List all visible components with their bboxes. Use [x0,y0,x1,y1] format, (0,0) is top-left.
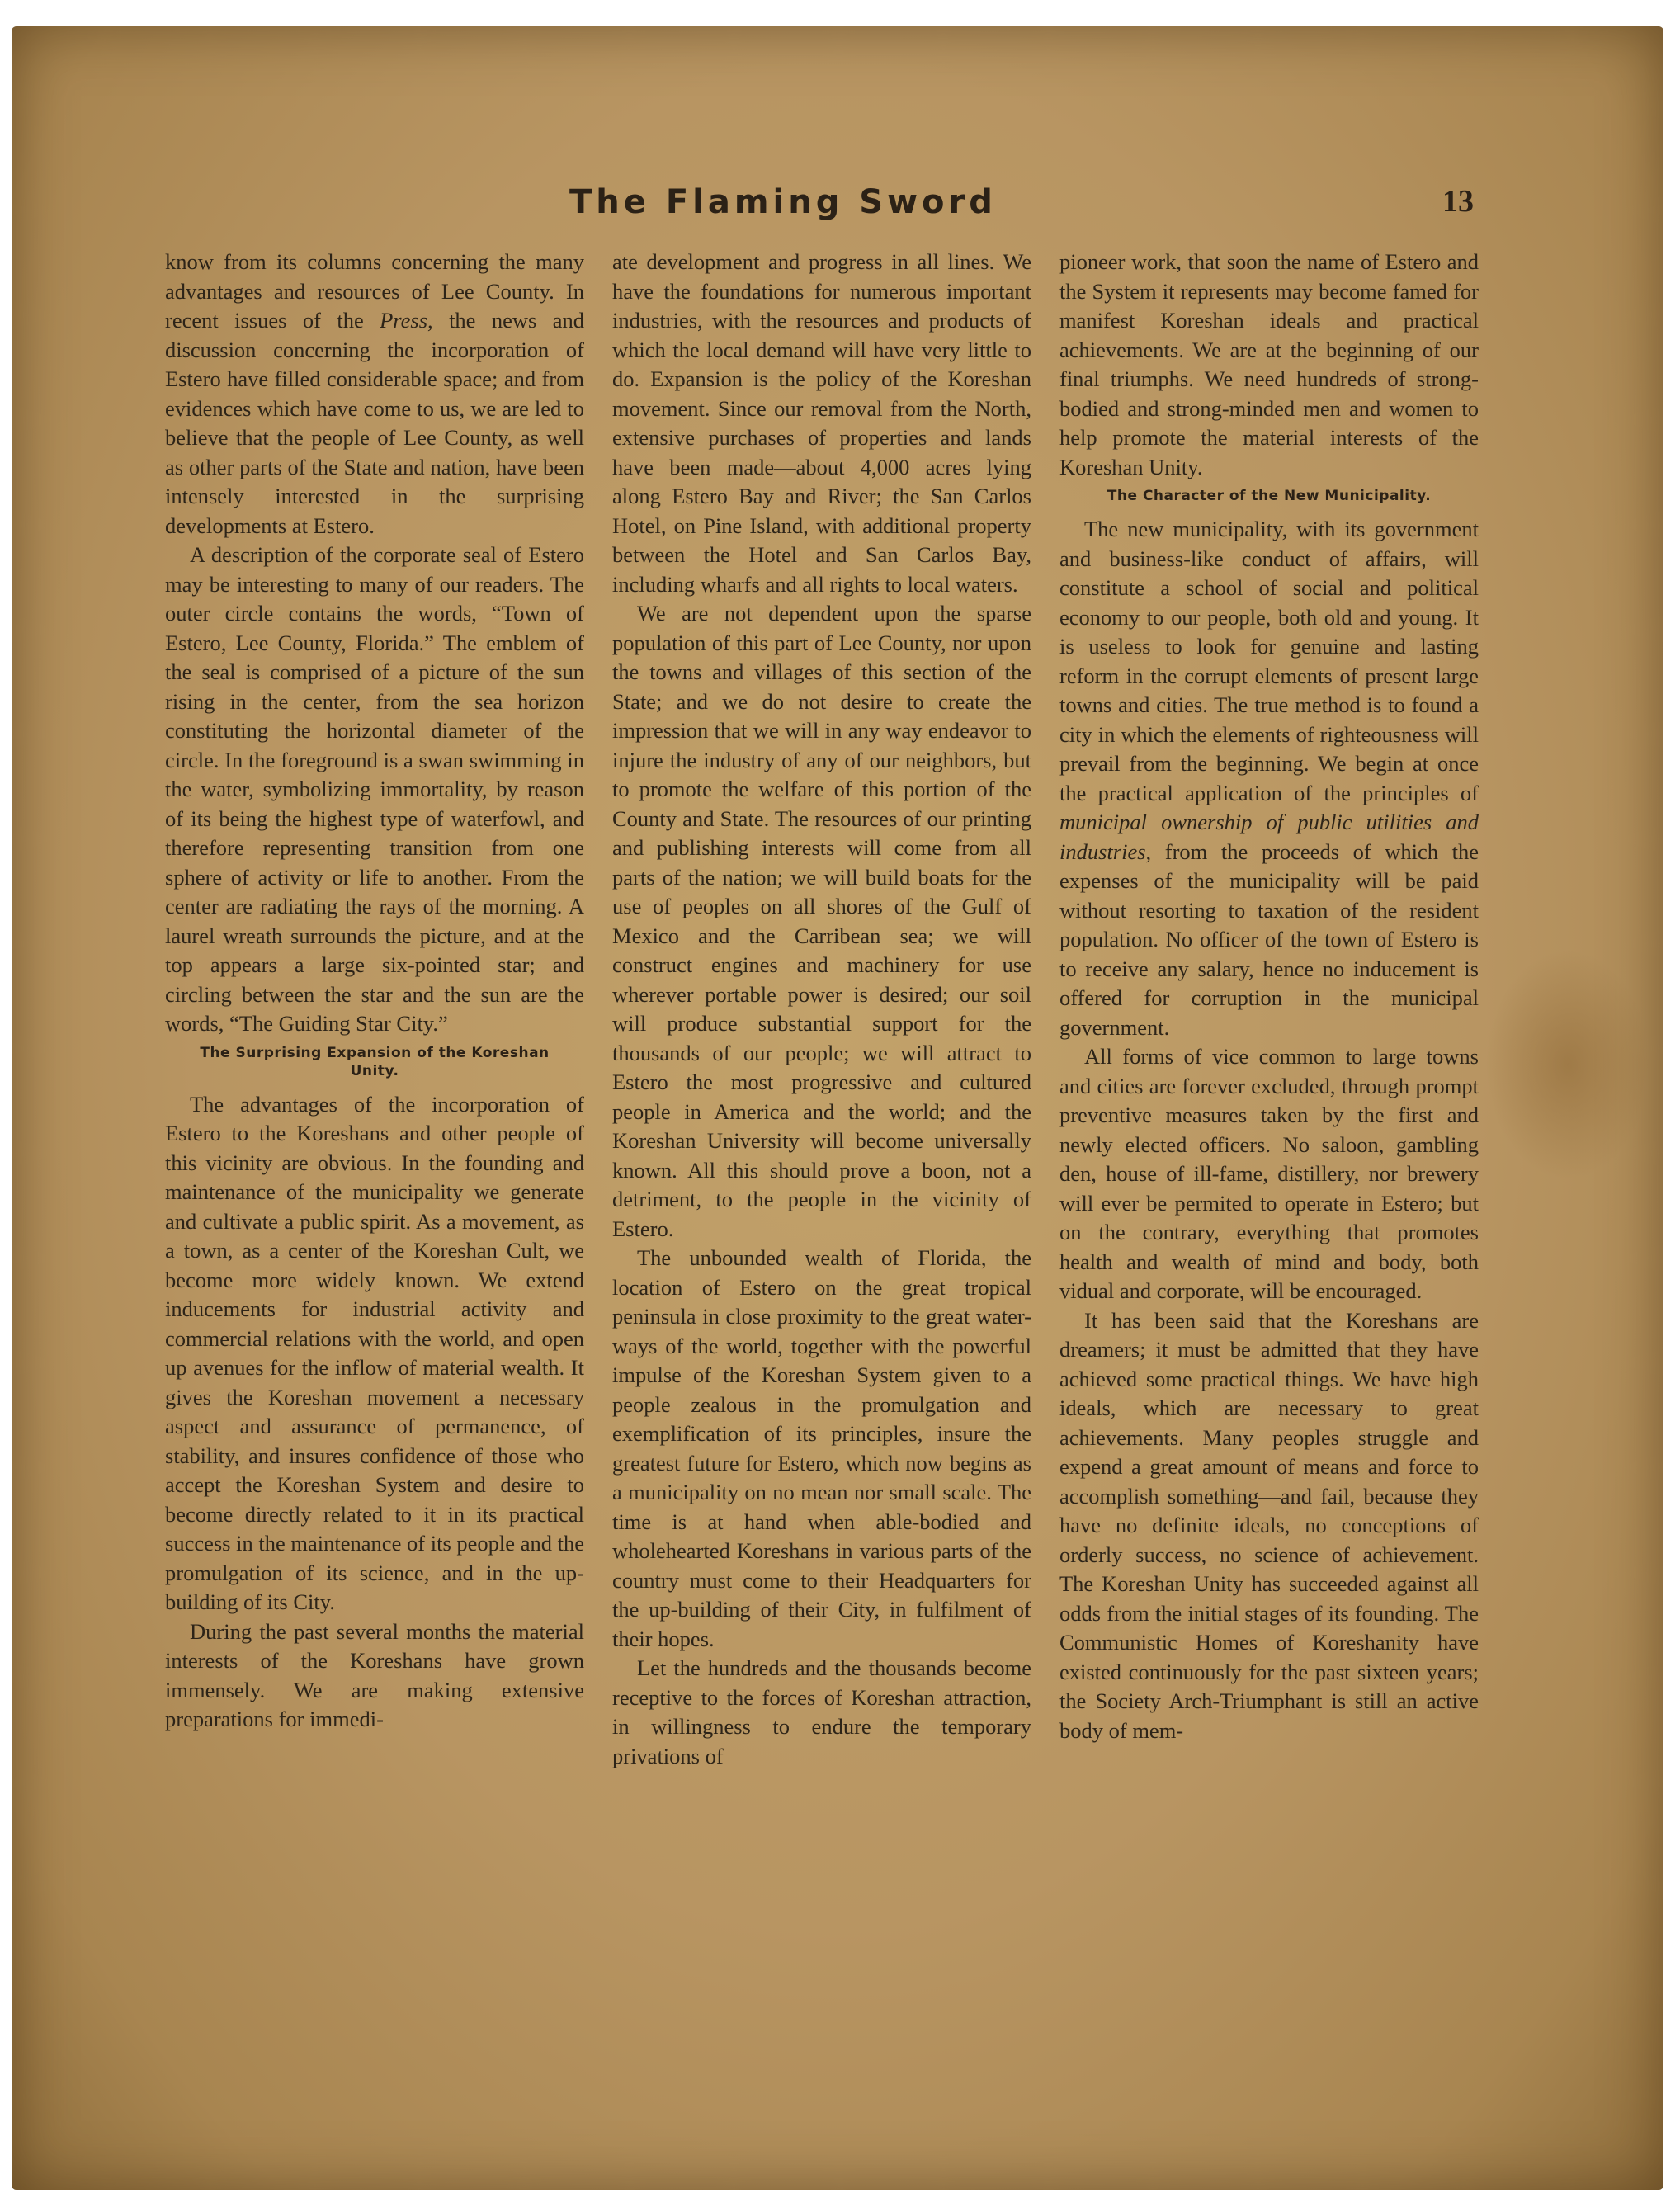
column-2 [612,248,1031,1771]
paragraph [165,248,584,541]
water-stain [1485,949,1650,1180]
paragraph [1059,515,1479,1042]
italic-text: municipal ownership of public utilities and industries, [1059,810,1479,864]
text-run: know from its columns concerning the many advantages and resources of Lee County. In recent issues of the [165,249,584,333]
text-run: the news and discussion concerning the incorporation of Estero have filled considerable space; and from evidences which have come to us, we are led to believe that the people of Lee County, as well as other parts of the State and nation, have been intensely interested in the surprising developments at Estero. [165,308,584,538]
page-header [0,183,1680,233]
paragraph: pioneer work, that soon the name of Estero and the System it represents may become famed for manifest Koreshan ideals and practical achievements. We are at the beginning of our final triumphs. We need hundreds of strong-bodied and strong-minded men and women to help promote the material interests of the Koreshan Unity. [1059,249,1479,479]
paragraph: All forms of vice common to large towns and cities are forever excluded, through prompt preventive measures taken by the first and newly elected officers. No saloon, gambling den, house of ill-fame, distillery, nor brewery will ever be permited to operate in Estero; but on the contrary, everything that promotes health and wealth of mind and body, both vidual and corporate, will be encouraged. [1059,1044,1479,1303]
paragraph: Let the hundreds and the thousands become receptive to the forces of Koreshan attraction, in willingness to endure the temporary privations of [612,1655,1031,1768]
paragraph: We are not dependent upon the sparse population of this part of Lee County, nor upon the towns and villages of this section of the State; and we do not desire to create the impression that we will in any way endeavor to injure the industry of any of our neighbors, but to promote the welfare of this portion of the County and State. The resources of our printing and publishing interests will come from all parts of the nation; we will build boats for the use of peoples on all shores of the Gulf of Mexico and the Carribean sea; we will construct engines and machinery for use wherever portable power is desired; our soil will produce substantial support for the thousands of our people; we will attract to Estero the most progressive and cultured people in America and the world; and the Koreshan University will become universally known. All this should prove a boon, not a detriment, to the people in the vicinity of Estero. [612,601,1031,1241]
section-heading: The Character of the New Municipality. [1107,488,1432,504]
text-run: The new municipality, with its government and business-like conduct of affairs, will constitute a school of social and political economy to our people, both old and young. It is useless to look for genuine and lasting reform in the corrupt elements of present large towns and cities. The true method is to found a city in which the elements of righteousness will prevail from the beginning. We begin at once the practical application of the principles of [1059,517,1479,805]
paragraph: ate development and progress in all lines. We have the foundations for numerous important industries, with the resources and products of which the local demand will have very little to do. Expansion is the policy of the Koreshan movement. Since our removal from the North, extensive purchases of properties and lands have been made—about 4,000 acres lying along Estero Bay and River; the San Carlos Hotel, on Pine Island, with additional property between the Hotel and San Carlos Bay, including wharfs and all rights to local waters. [612,249,1031,597]
italic-text: Press, [380,308,433,333]
paragraph: A description of the corporate seal of Estero may be interesting to many of our readers. The outer circle contains the words, “Town of Estero, Lee County, Florida.” The emblem of the seal is comprised of a picture of the sun rising in the center, from the sea horizon constituting the horizontal diameter of the circle. In the foreground is a swan swimming in the water, symbolizing immortality, by reason of its being the highest type of waterfowl, and therefore representing transition from one sphere of activity or life to another. From the center are radiating the rays of the morning. A laurel wreath surrounds the picture, and at the top appears a large six-pointed star; and circling between the star and the sun are the words, “The Guiding Star City.” [165,542,584,1036]
page-number: 13 [1442,184,1474,219]
section-heading: The Surprising Expansion of the Koreshan Unity. [200,1044,550,1079]
paragraph: The unbounded wealth of Florida, the location of Estero on the great tropical peninsula in close proximity to the great water-ways of the world, together with the powerful impulse of the Koreshan System given to a people zealous in the promulgation and exemplification of its principles, insure the greatest future for Estero, which now begins as a municipality on no mean nor small scale. The time is at hand when able-bodied and wholehearted Koreshans in various parts of the country must come to their Headquarters for the up-building of their City, in fulfilment of their hopes. [612,1245,1031,1651]
column-3 [1059,248,1479,1745]
paragraph: It has been said that the Koreshans are dreamers; it must be admitted that they have achieved some practical things. We have high ideals, which are necessary to great achievements. Many peoples struggle and expend a great amount of means and force to accomplish something—and fail, because they have no definite ideals, no conceptions of orderly success, no science of achievement. The Koreshan Unity has succeeded against all odds from the initial stages of its founding. The Communistic Homes of Koreshanity have existed continuously for the past sixteen years; the Society Arch-Triumphant is still an active body of mem- [1059,1307,1479,1743]
paragraph: The advantages of the incorporation of Estero to the Koreshans and other people of this vicinity are obvious. In the founding and maintenance of the municipality we generate and cultivate a public spirit. As a movement, as a town, as a center of the Koreshan Cult, we become more widely known. We extend inducements for industrial activity and commercial relations with the world, and open up avenues for the inflow of material wealth. It gives the Koreshan movement a necessary aspect and assurance of permanence, of stability, and insures confidence of those who accept the Koreshan System and desire to become directly related to it in its practical success in the maintenance of its people and the promulgation of its science, and in the up-building of its City. [165,1091,584,1614]
text-run: from the proceeds of which the expenses of the municipality will be paid without resorting to taxation of the resident population. No officer of the town of Estero is to receive any salary, hence no inducement is offered for corruption in the municipal government. [1059,838,1479,1040]
publication-title: The Flaming Sword [569,183,997,221]
column-1 [165,248,584,1735]
paragraph: During the past several months the material interests of the Koreshans have grown immensely. We are making extensive preparations for immedi- [165,1618,584,1731]
